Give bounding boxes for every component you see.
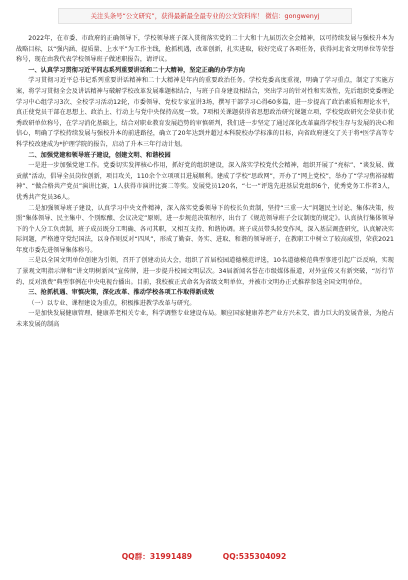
section-heading-3: 三、抢抓机遇、审慎决策，深化改革、推动学校各项工作取得新成效 bbox=[28, 289, 215, 297]
section-heading-2: 二、加强党建和领导班子建设，创建文明、和谐校园 bbox=[28, 151, 171, 159]
section-heading-1: 一、认真学习贯彻习近平同志系列重要讲话和二十大精神，坚定正确的办学方向 bbox=[28, 66, 245, 74]
paragraph-study: 学习贯彻习近平总书记系列重要讲话精神和二十大精神是年内的重要政治任务。学校党委高度重视，明确了学习重点，制定了实施方案，将学习贯彻全会及讲话精神与破解学校改革发展难题相结合，与班子自身建设相结合，突出学习的针对性和实效性，先后组织党委理论学习中心组学习3次、全校学习活动12轮，市委领导、党校专家宣讲3场，撰写干部学习心得60多篇，进一步提高了政治素质和理论水平，真正使党员干部在思想上、政治上、行动上与党中央保持高度一致。7项相关课题获得省思想政治研究课题立项，学校党政研究会荣获市优秀政研单位称号，在学习消化基础上，结合对职业教育发展趋势的审慎研判，我们进一步坚定了通过深化改革赢得学校生存与发展的决心和信心，明确了学校持续发展与强校升本的前进路径，确立了20年达到并超过本科院校办学标准的目标，向省政府递交了关于将*医学高等专科学校改建成为*护理学院的报告，启动了升本三年行动计划。 bbox=[16, 77, 394, 148]
promo-banner: 关注头条号“公文研究”，获得最新最全最专业的公文资料库！ 微信：gongwenyj bbox=[58, 8, 352, 24]
paragraph-civilization: 三是以全国文明单位创建为引领，召开了创建动员大会，组织了首届校园道德模范评选，10名道德模范典型事迹引起广泛反响，实现了景观文明指示牌和“讲文明树新风”宣传牌，进一步提升校园文明层次。34届新闻名誉在市级媒体报道，对外宣传又有新突破，“厉行节约、反对浪费”典型事例在中央电视台播出。目前，我校被正式命名为省级文明单位，并被市文明办正式推荐参选全国文明单位。 bbox=[16, 257, 394, 286]
report-body bbox=[16, 34, 394, 331]
paragraph-majors: 一是加快发展健康管理、健康养老相关专业，科学调整专业建设布局。顺应国家健康养老产业方兴未艾、潜力巨大的发展背景，为抢占未来发展的制高 bbox=[16, 310, 394, 329]
sub-heading-1: （一）以专业、课程建设为重点，积极推进教学改革与研究。 bbox=[28, 299, 196, 307]
qq-number-text: QQ:535304092 bbox=[222, 552, 287, 561]
contact-footer bbox=[0, 551, 408, 563]
paragraph-party-building: 一是进一步加强党建工作。党委切实发挥核心作用，抓好党的组织建设，深入落实学校党代会精神，组织开展了“亮标”、“谈发展、做贡献”活动，倡导全员岗位创新，项目攻关，110余个立项项目进展顺利。建成了学校“思政网”，开办了“网上党校”，举办了“学习焦裕禄精神”、“做合格共产党员”演讲比赛，1人获得市演讲比赛二等奖。发展党员120名，“七一”评选先进基层党组织6个，优秀党务工作者3人，优秀共产党员36人。 bbox=[16, 162, 394, 201]
paragraph-intro: 2022年，在市委、市政府的正确领导下，学校领导班子深入贯彻落实党的二十大和十九届历次全会精神，以可持续发展与强校升本为战略目标，以“强内涵、提质量、上水平”为工作主线，抢抓机遇，改革创新，扎实进取，较好完成了各项任务，获得河北省文明单位等荣誉称号，现在由我代表学校领导班子做述职报告，请评议。 bbox=[16, 35, 394, 64]
paragraph-leadership: 二是加强领导班子建设，认真学习中央文件精神，深入落实党委领导下的校长负责制，坚持“三重一大”问题民主讨论、集体决策，按照“集体领导、民主集中、个别酝酿、会议决定”原则，进一步规范决策程序，出台了《规范领导班子会议制度的规定》。认真执行集体领导下的个人分工负责制，班子成员既分工明确、各司其职，又相互支持、和谐协调。班子成员带头转变作风，深入基层调查研究，认真解决实际问题，严格遵守党纪国法，以身作则反对“四风”，形成了勤奋、务实、进取、和谐的领导班子，在教职工中树立了较高威望，荣获2021年度市委先进领导集体称号。 bbox=[16, 204, 394, 254]
qq-group-text: QQ群：31991489 bbox=[121, 552, 193, 561]
